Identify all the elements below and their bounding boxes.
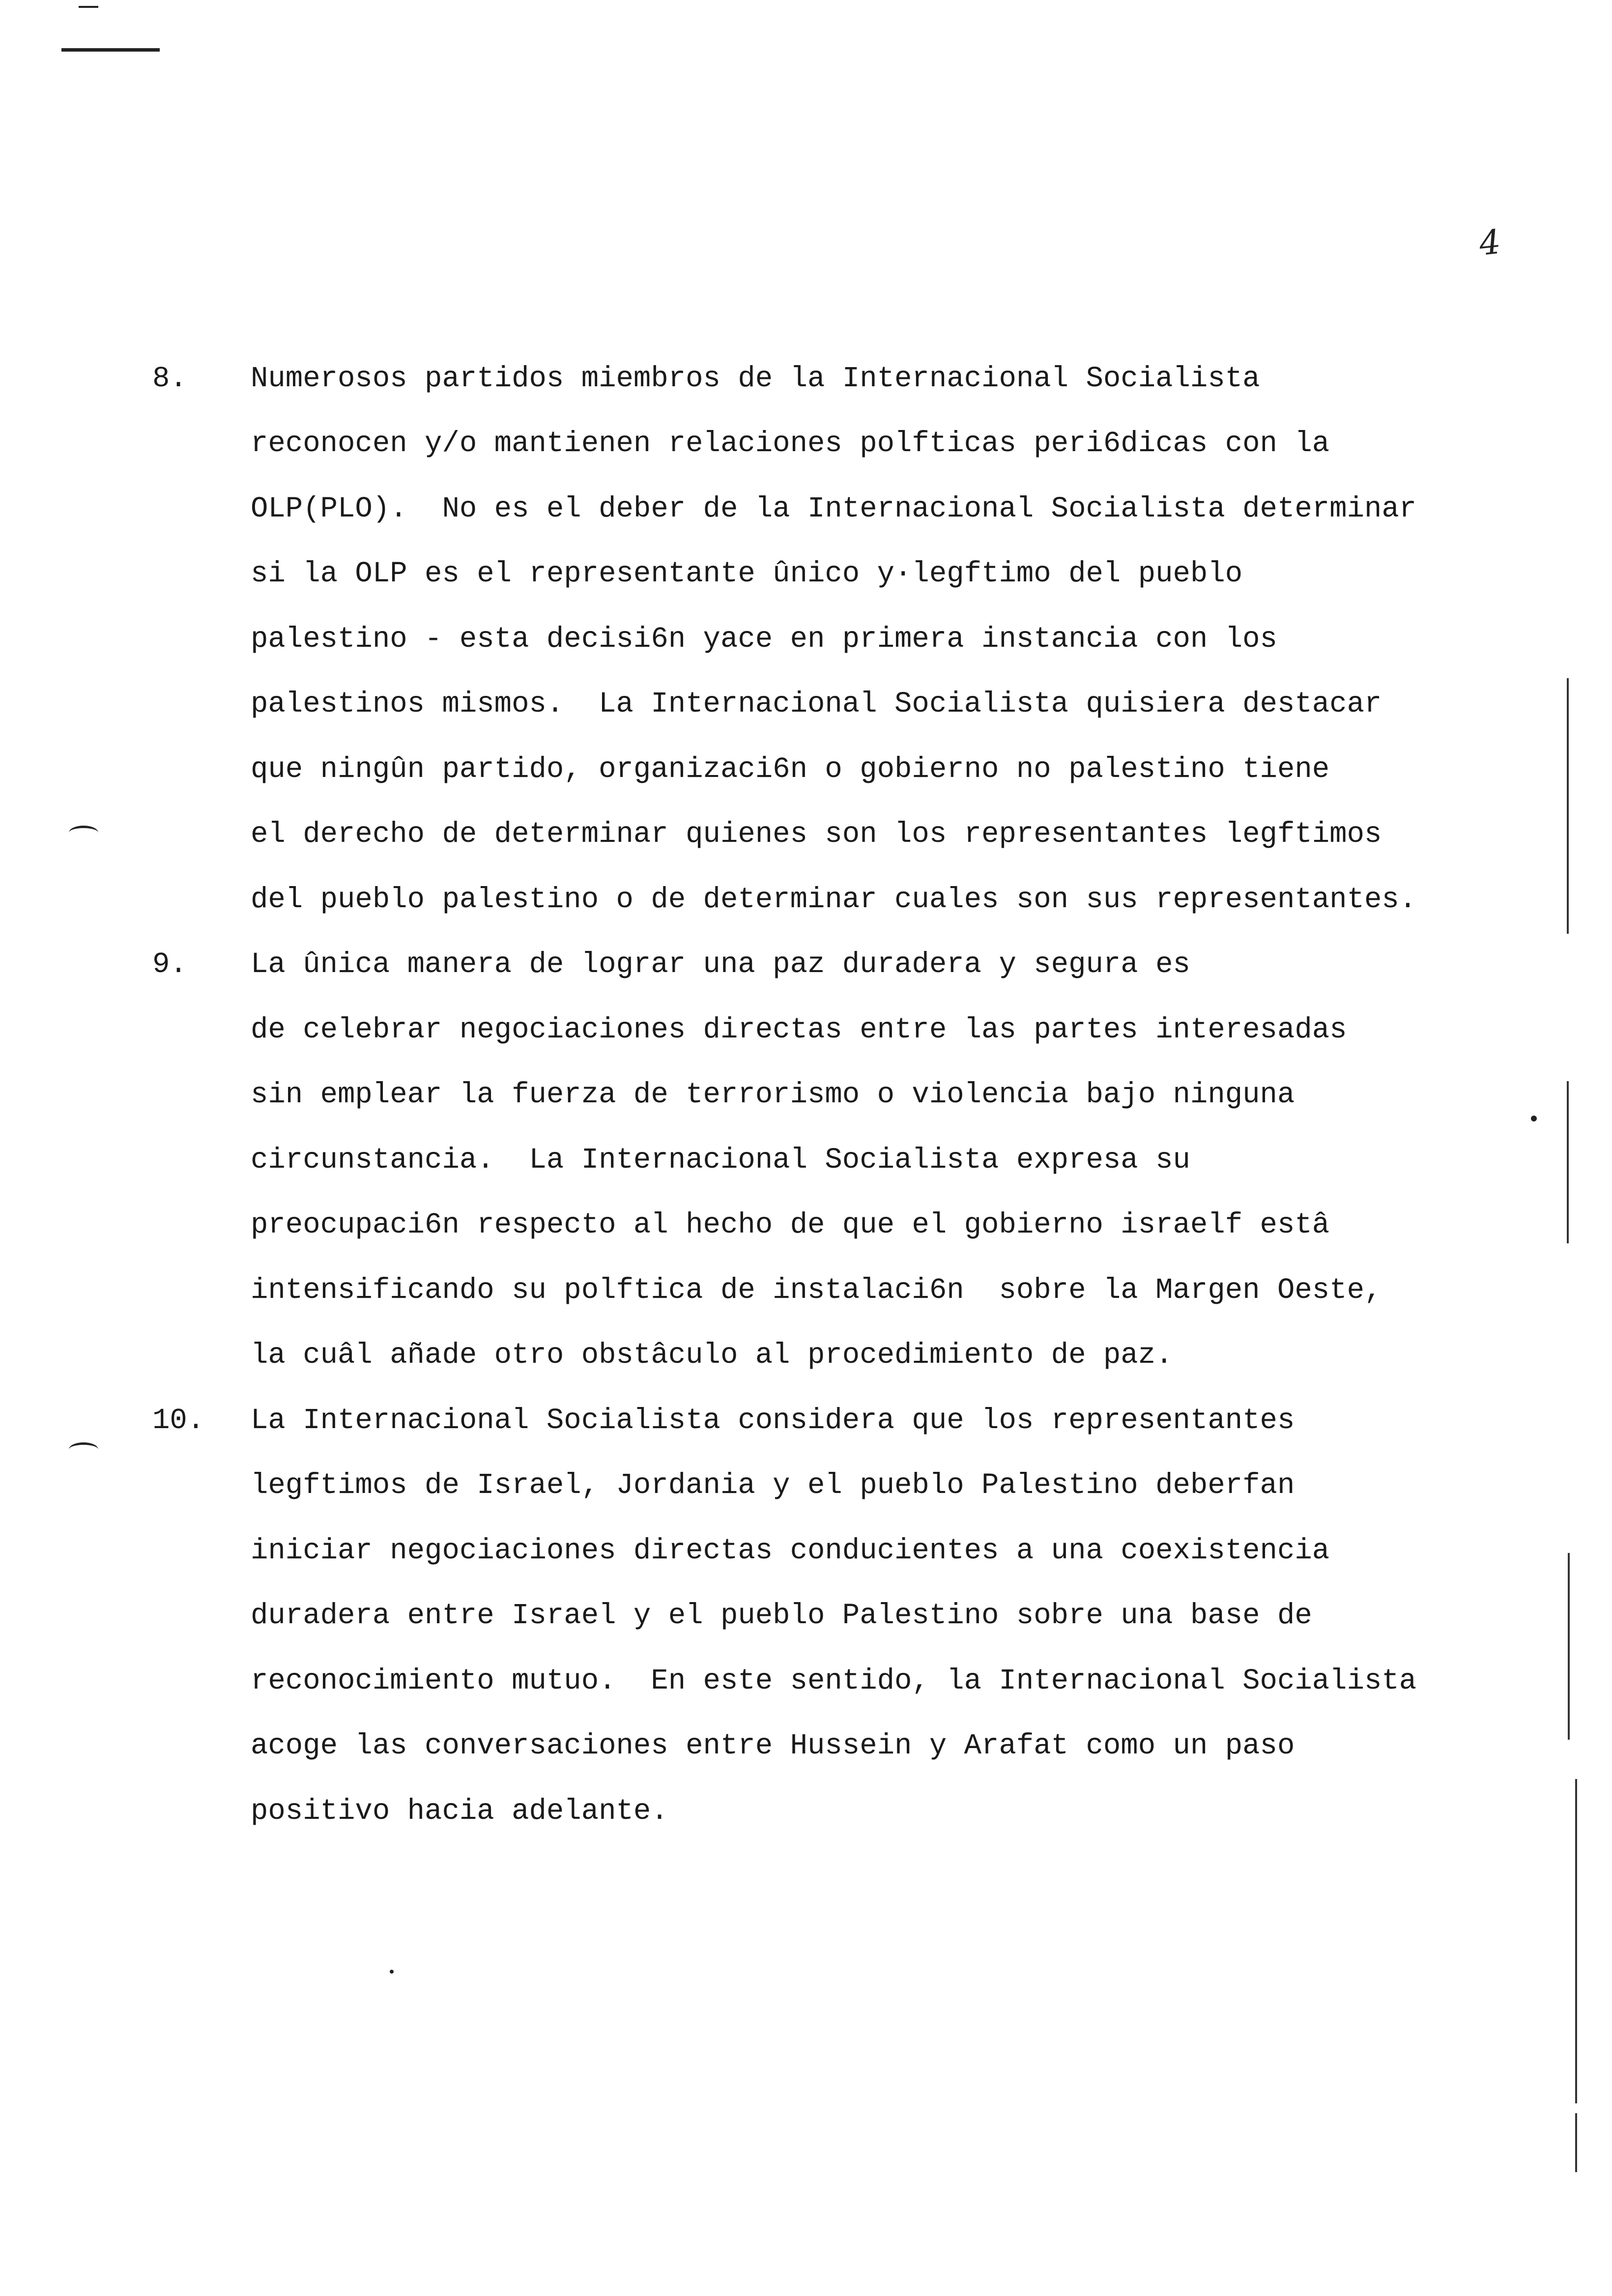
paragraph-line: sin emplear la fuerza de terrorismo o violencia bajo ninguna (251, 1078, 1295, 1111)
margin-bar (1568, 1553, 1570, 1740)
paragraph-line: que ningûn partido, organizaci6n o gobierno no palestino tiene (251, 753, 1330, 786)
paragraph-line: circunstancia. La Internacional Socialista expresa su (251, 1144, 1190, 1177)
margin-bar (1575, 2113, 1577, 2172)
paragraph-line: la cuâl añade otro obstâculo al procedimiento de paz. (251, 1339, 1173, 1372)
paragraph-number: 10. (152, 1404, 205, 1437)
paragraph-line: reconocimiento mutuo. En este sentido, la Internacional Socialista (251, 1665, 1417, 1697)
margin-bar (1567, 678, 1569, 934)
paragraph-number: 8. (152, 362, 187, 395)
paragraph-line: legftimos de Israel, Jordania y el pueblo Palestino deberfan (251, 1469, 1295, 1502)
page-number: 4 (1477, 222, 1503, 264)
margin-bar (1575, 1779, 1577, 2103)
paragraph-line: iniciar negociaciones directas conducientes a una coexistencia (251, 1534, 1330, 1567)
margin-tick-mark (69, 826, 98, 840)
paragraph-line: el derecho de determinar quienes son los representantes legftimos (251, 818, 1382, 851)
margin-bar (1567, 1081, 1569, 1243)
paragraph-line: del pueblo palestino o de determinar cuales son sus representantes. (251, 883, 1417, 916)
paragraph-line: palestino - esta decisi6n yace en primera instancia con los (251, 623, 1277, 656)
paragraph-number: 9. (152, 948, 187, 981)
paragraph-line: intensificando su polftica de instalaci6n sobre la Margen Oeste, (251, 1274, 1382, 1307)
paragraph-line: acoge las conversaciones entre Hussein y Arafat como un paso (251, 1729, 1295, 1762)
paragraph-line: La Internacional Socialista considera que los representantes (251, 1404, 1295, 1437)
scan-dot (1531, 1116, 1537, 1121)
paragraph-line: reconocen y/o mantienen relaciones polfticas peri6dicas con la (251, 427, 1330, 460)
scan-dot (390, 1970, 394, 1974)
margin-tick-mark (69, 1442, 98, 1457)
paragraph-line: palestinos mismos. La Internacional Socialista quisiera destacar (251, 688, 1382, 720)
paragraph-line: positivo hacia adelante. (251, 1795, 668, 1828)
paragraph-line: OLP(PLO). No es el deber de la Internacional Socialista determinar (251, 492, 1417, 525)
scan-mark-top-left (61, 48, 160, 52)
paragraph-line: de celebrar negociaciones directas entre las partes interesadas (251, 1013, 1347, 1046)
paragraph-line: si la OLP es el representante ûnico y·legftimo del pueblo (251, 557, 1243, 590)
paragraph-line: Numerosos partidos miembros de la Internacional Socialista (251, 362, 1260, 395)
paragraph-line: duradera entre Israel y el pueblo Palestino sobre una base de (251, 1599, 1312, 1632)
scan-mark-top-left-small (79, 6, 98, 8)
paragraph-line: preocupaci6n respecto al hecho de que el gobierno israelf estâ (251, 1208, 1330, 1241)
paragraph-line: La ûnica manera de lograr una paz duradera y segura es (251, 948, 1190, 981)
